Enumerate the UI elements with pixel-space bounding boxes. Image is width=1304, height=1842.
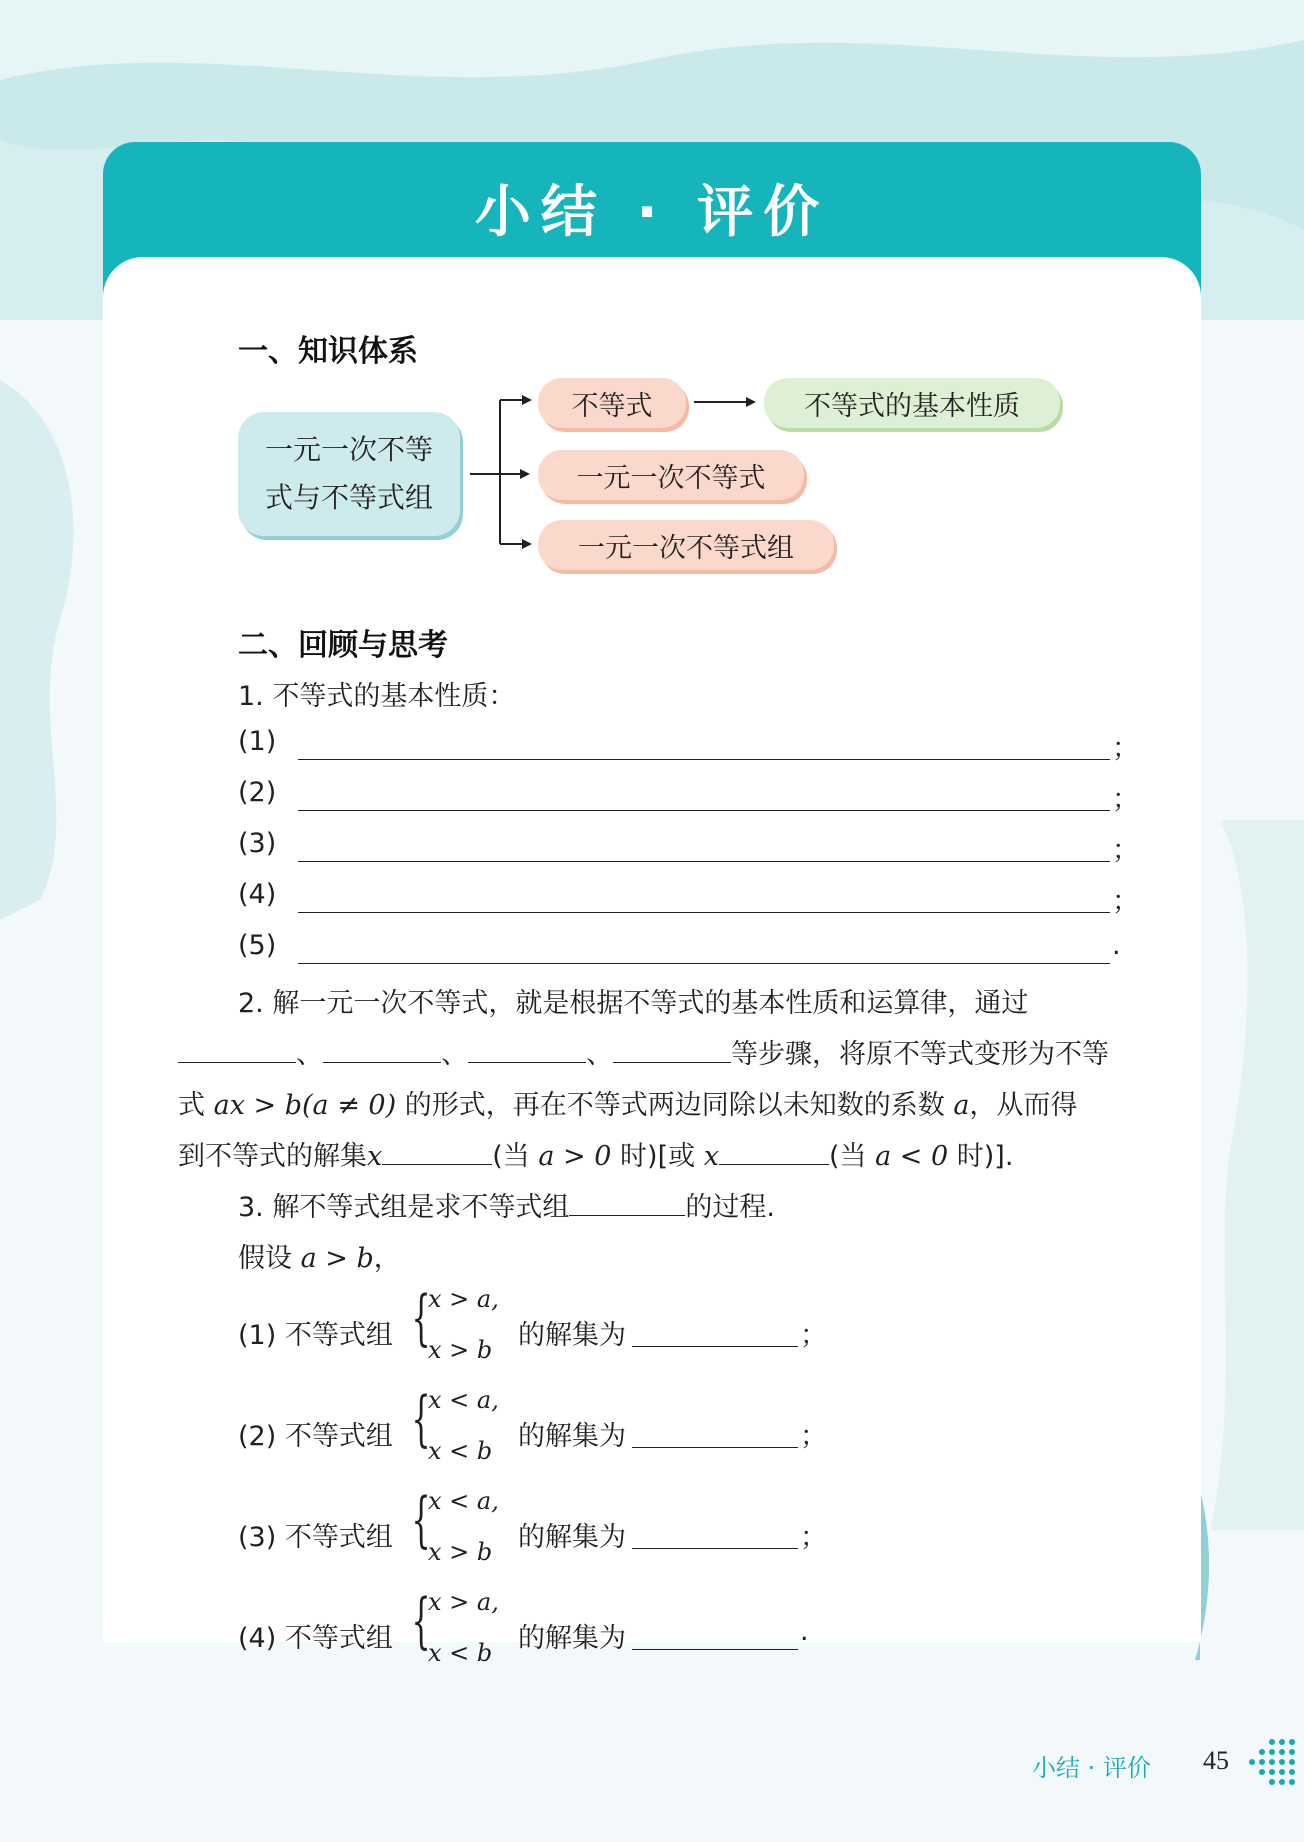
footer-section-title: 小结 · 评价	[1032, 1754, 1151, 1782]
q2-line4-e: 时)].	[956, 1141, 1014, 1172]
system-2-tail: 的解集为	[518, 1421, 626, 1452]
q1-item-3-end: ；	[1112, 835, 1139, 866]
system-1-bottom: x > b	[428, 1336, 493, 1364]
node-inequality: 不等式	[538, 378, 686, 428]
system-4-tail: 的解集为	[518, 1623, 626, 1654]
step-blank-4[interactable]	[613, 1034, 731, 1063]
q2-line1: 2. 解一元一次不等式，就是根据不等式的基本性质和运算律，通过	[238, 988, 1029, 1019]
answer-blank-5[interactable]	[298, 963, 1110, 964]
node-inequality-system: 一元一次不等式组	[538, 520, 834, 570]
q1-item-2-label: (2)	[238, 777, 277, 808]
q1-item-3-label: (3)	[238, 828, 277, 859]
q2-condition-positive: a > 0	[538, 1141, 612, 1172]
system-4-top: x > a,	[428, 1588, 499, 1616]
system-4-brace: {	[411, 1586, 431, 1656]
system-3-tail: 的解集为	[518, 1522, 626, 1553]
system-2-end: ；	[800, 1421, 827, 1452]
q2-line3-c: ，从而得	[969, 1090, 1078, 1121]
system-2-brace: {	[411, 1384, 431, 1454]
q1-item-4-end: ；	[1112, 886, 1139, 917]
q1-item-1-label: (1)	[238, 726, 277, 757]
step-blank-3[interactable]	[468, 1034, 586, 1063]
q2-line4-c: 时)[或	[620, 1141, 696, 1172]
q2-line4	[178, 1134, 1013, 1173]
system-4-end: .	[800, 1616, 809, 1647]
q2-coefficient-var: a	[953, 1090, 970, 1121]
q1-stem: 1. 不等式的基本性质：	[238, 681, 516, 712]
system-1-label: (1) 不等式组	[238, 1320, 393, 1351]
section-heading-review: 二、回顾与思考	[238, 628, 448, 663]
q2-line4-d: (当	[828, 1141, 867, 1172]
page-number: 45	[1203, 1746, 1229, 1775]
solution-blank-positive[interactable]	[382, 1136, 492, 1165]
system-1-end: ；	[800, 1320, 827, 1351]
q2-line4-a: 到不等式的解集	[178, 1141, 367, 1172]
system-3-answer-blank[interactable]	[632, 1548, 798, 1549]
system-4-label: (4) 不等式组	[238, 1623, 393, 1654]
system-3-end: ；	[800, 1522, 827, 1553]
system-1-answer-blank[interactable]	[632, 1346, 798, 1347]
node-properties: 不等式的基本性质	[764, 378, 1060, 428]
sep-3: 、	[586, 1039, 613, 1070]
system-1-tail: 的解集为	[518, 1320, 626, 1351]
system-1-top: x > a,	[428, 1285, 499, 1313]
dots-decoration-icon	[1242, 1736, 1302, 1792]
q2-line2	[178, 1032, 1109, 1071]
q2-line3	[178, 1083, 1077, 1122]
system-3-bottom: x > b	[428, 1538, 493, 1566]
system-2-bottom: x < b	[428, 1437, 493, 1465]
q2-x-var-2: x	[703, 1141, 719, 1172]
assume-expression: a > b	[300, 1243, 374, 1274]
answer-blank-1[interactable]	[298, 759, 1110, 760]
q1-item-5-end: .	[1112, 930, 1121, 961]
solution-blank-negative[interactable]	[719, 1136, 829, 1165]
q1-item-1-end: ；	[1112, 733, 1139, 764]
root-node-line2: 式与不等式组	[264, 481, 433, 514]
system-2-label: (2) 不等式组	[238, 1421, 393, 1452]
sep-2: 、	[441, 1039, 468, 1070]
arrow-to-properties	[694, 390, 760, 414]
q1-item-5-label: (5)	[238, 930, 277, 961]
system-3-label: (3) 不等式组	[238, 1522, 393, 1553]
q2-line3-a: 式	[178, 1090, 205, 1121]
q2-condition-negative: a < 0	[875, 1141, 949, 1172]
system-3-top: x < a,	[428, 1487, 499, 1515]
q3-assumption	[238, 1236, 401, 1275]
page-title: 小结 · 评价	[474, 180, 830, 245]
q1-item-2-end: ；	[1112, 784, 1139, 815]
q1-item-4-label: (4)	[238, 879, 277, 910]
assume-comma: ，	[373, 1243, 401, 1274]
assume-label: 假设	[238, 1243, 292, 1274]
q3-stem	[238, 1185, 775, 1224]
node-linear-inequality: 一元一次不等式	[538, 450, 804, 500]
system-3-brace: {	[411, 1485, 431, 1555]
system-2-answer-blank[interactable]	[632, 1447, 798, 1448]
step-blank-1[interactable]	[178, 1034, 296, 1063]
system-2-top: x < a,	[428, 1386, 499, 1414]
q2-line2-tail: 等步骤，将原不等式变形为不等	[731, 1039, 1109, 1070]
q2-x-var-1: x	[367, 1141, 383, 1172]
q3-stem-a: 3. 解不等式组是求不等式组	[238, 1192, 570, 1223]
q2-line3-b: 的形式，再在不等式两边同除以未知数的系数	[404, 1090, 945, 1121]
system-4-bottom: x < b	[428, 1639, 493, 1667]
q3-blank[interactable]	[569, 1187, 685, 1216]
answer-blank-4[interactable]	[298, 912, 1110, 913]
answer-blank-2[interactable]	[298, 810, 1110, 811]
system-1-brace: {	[411, 1283, 431, 1353]
system-4-answer-blank[interactable]	[632, 1649, 798, 1650]
section-heading-knowledge: 一、知识体系	[238, 334, 418, 369]
q3-stem-b: 的过程.	[685, 1192, 775, 1223]
q2-line4-b: (当	[492, 1141, 530, 1172]
sep-1: 、	[296, 1039, 323, 1070]
root-node-line1: 一元一次不等	[264, 433, 433, 466]
answer-blank-3[interactable]	[298, 861, 1110, 862]
root-node	[238, 412, 460, 536]
step-blank-2[interactable]	[323, 1034, 441, 1063]
q2-expression: ax > b(a ≠ 0)	[213, 1090, 397, 1121]
